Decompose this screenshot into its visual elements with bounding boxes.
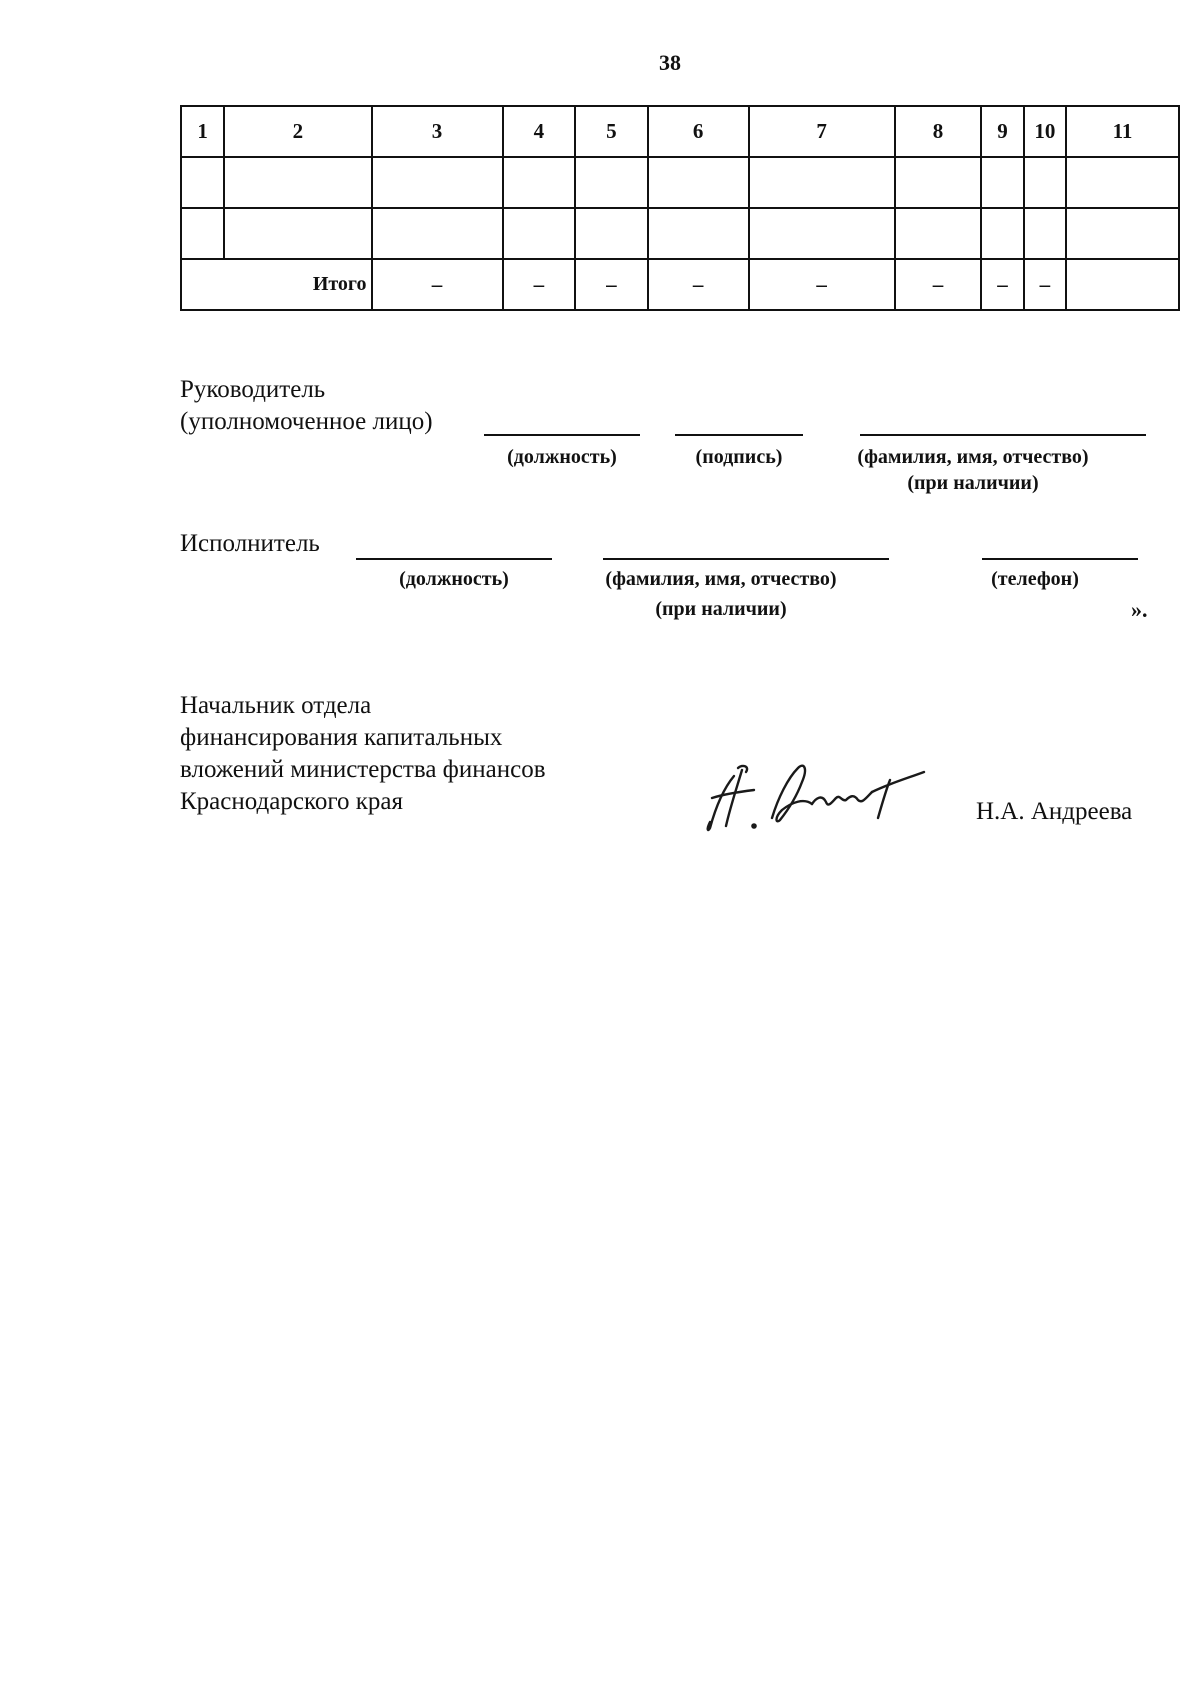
- column-number: 10: [1024, 106, 1066, 157]
- column-number: 8: [895, 106, 982, 157]
- column-number: 7: [749, 106, 895, 157]
- signatory-title-line: Краснодарского края: [180, 788, 403, 815]
- executor-position-line: [356, 558, 552, 560]
- table-cell: [895, 208, 982, 259]
- column-number: 2: [224, 106, 371, 157]
- total-label: Итого: [181, 259, 372, 310]
- page-number: 38: [659, 50, 681, 75]
- column-number: 5: [575, 106, 648, 157]
- head-subtitle: (уполномоченное лицо): [180, 408, 433, 435]
- executor-label: Исполнитель: [180, 530, 320, 557]
- total-cell: –: [749, 259, 895, 310]
- table-cell: [981, 157, 1023, 208]
- total-row: [181, 259, 1179, 310]
- handwritten-signature: [702, 748, 932, 838]
- head-fullname-note: (при наличии): [907, 472, 1039, 494]
- table-cell: [1066, 208, 1179, 259]
- executor-phone-caption: (телефон): [991, 568, 1079, 590]
- column-number: 3: [372, 106, 503, 157]
- table-row: [181, 208, 1179, 259]
- data-table: [180, 105, 1180, 311]
- table-cell: [181, 208, 224, 259]
- column-number: 9: [981, 106, 1023, 157]
- table-cell: [372, 208, 503, 259]
- column-number: 1: [181, 106, 224, 157]
- head-title: Руководитель: [180, 376, 326, 403]
- column-number: 6: [648, 106, 749, 157]
- table-cell: [648, 157, 749, 208]
- table-cell: [575, 208, 648, 259]
- head-signature-line: [675, 434, 803, 436]
- table-cell: [749, 208, 895, 259]
- executor-fullname-caption: (фамилия, имя, отчество): [605, 568, 837, 590]
- closing-quote: ».: [1131, 597, 1148, 622]
- executor-fullname-note: (при наличии): [655, 598, 787, 620]
- head-fullname-line: [860, 434, 1146, 436]
- table-cell: [981, 208, 1023, 259]
- table-cell: [575, 157, 648, 208]
- table-cell: [224, 208, 371, 259]
- table-cell: [1066, 157, 1179, 208]
- signatory-title-line: финансирования капитальных: [180, 724, 503, 751]
- executor-position-caption: (должность): [399, 568, 509, 590]
- table-cell: [503, 157, 576, 208]
- table-cell: [895, 157, 982, 208]
- table-cell: [749, 157, 895, 208]
- signatory-name: Н.А. Андреева: [976, 798, 1133, 825]
- table-cell: [648, 208, 749, 259]
- column-number: 4: [503, 106, 576, 157]
- total-cell: –: [981, 259, 1023, 310]
- table-cell: [1024, 157, 1066, 208]
- table-cell: [372, 157, 503, 208]
- head-fullname-caption: (фамилия, имя, отчество): [857, 446, 1089, 468]
- head-position-caption: (должность): [507, 446, 617, 468]
- table-row: [181, 157, 1179, 208]
- total-cell: –: [1024, 259, 1066, 310]
- head-position-line: [484, 434, 640, 436]
- total-cell: –: [372, 259, 503, 310]
- total-cell: –: [575, 259, 648, 310]
- table-cell: [224, 157, 371, 208]
- total-cell: [1066, 259, 1179, 310]
- table-cell: [503, 208, 576, 259]
- table-header-row: [181, 106, 1179, 157]
- executor-phone-line: [982, 558, 1138, 560]
- signatory-title-line: вложений министерства финансов: [180, 756, 546, 783]
- column-number: 11: [1066, 106, 1179, 157]
- total-cell: –: [895, 259, 982, 310]
- executor-fullname-line: [603, 558, 889, 560]
- head-signature-caption: (подпись): [695, 446, 783, 468]
- table-cell: [1024, 208, 1066, 259]
- signatory-title-line: Начальник отдела: [180, 692, 372, 719]
- table-cell: [181, 157, 224, 208]
- signatory-title: [180, 690, 546, 818]
- total-cell: –: [503, 259, 576, 310]
- total-cell: –: [648, 259, 749, 310]
